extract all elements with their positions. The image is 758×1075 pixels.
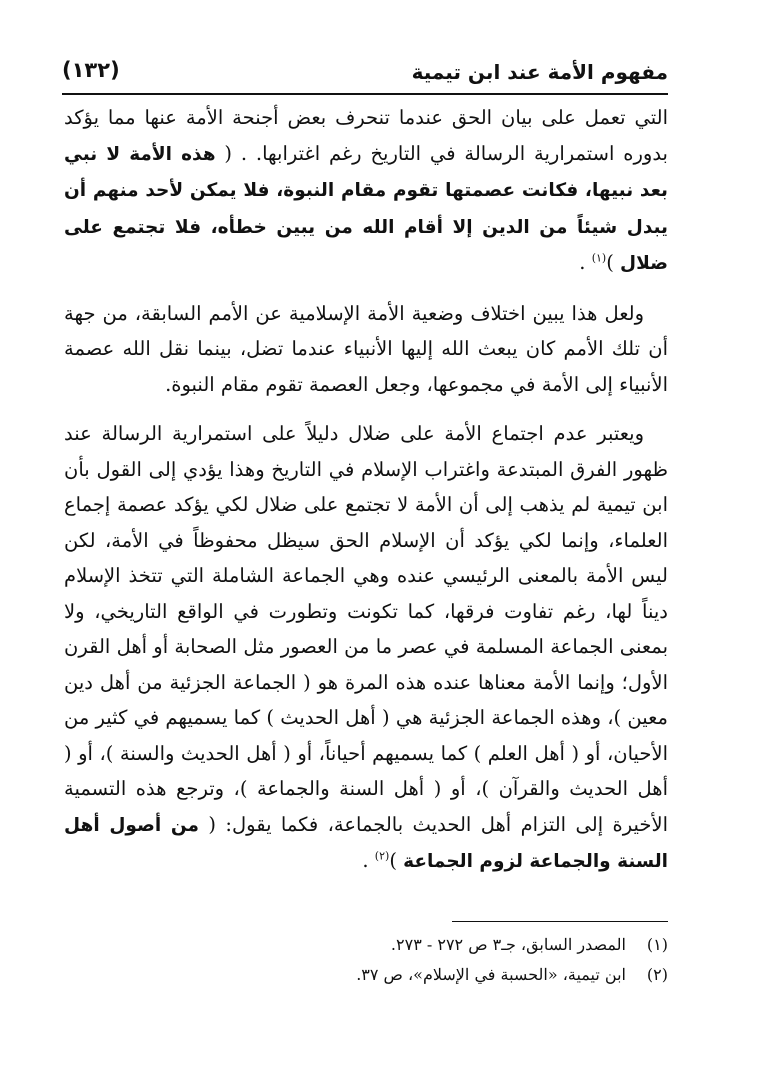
quote-close: ): [606, 251, 621, 274]
quoted-bold-text: من أصول أهل السنة والجماعة لزوم الجماعة: [64, 814, 668, 872]
footnotes: [64, 930, 668, 990]
footnote-text: ابن تيمية، «الحسبة في الإسلام»، ص ٣٧.: [356, 965, 626, 984]
quoted-bold-text: هذه الأمة لا نبي بعد نبيها، فكانت عصمتها تقوم مقام النبوة، فلا يمكن لأحد منهم أن يبدل شيئاً من الدين إلا أقام الله من يبين خطأه، فلا تجتمع على ضلال: [64, 143, 668, 274]
sentence-end: .: [362, 849, 375, 872]
page-number: (١٣٢): [62, 58, 120, 82]
paragraph-1: [64, 100, 668, 282]
paragraph-2-text: ولعل هذا يبين اختلاف وضعية الأمة الإسلامية عن الأمم السابقة، من جهة أن تلك الأمم كان يبعث الله إليها الأنبياء عندما تضل، بينما نقل الله عصمة الأنبياء إلى الأمة في مجموعها، وجعل العصمة تقوم مقام النبوة.: [64, 301, 668, 396]
footnote-2: [64, 960, 668, 990]
paragraph-1-intro: التي تعمل على بيان الحق عندما تنحرف بعض أجنحة الأمة عنها مما يؤكد بدوره استمرارية الرسالة في التاريخ رغم اغترابها. . (: [64, 106, 668, 165]
paragraph-3: [64, 416, 668, 880]
footnote-ref-2: (٢): [374, 849, 390, 863]
body-text: [64, 100, 668, 880]
footnote-1: [64, 930, 668, 960]
footnote-number: (١): [646, 935, 668, 954]
footnote-number: (٢): [646, 965, 668, 984]
sentence-end: .: [579, 251, 592, 274]
header-rule: [62, 93, 668, 95]
quote-close: ): [389, 849, 404, 872]
footnote-text: المصدر السابق، جـ٣ ص ٢٧٢ - ٢٧٣.: [390, 935, 626, 954]
paragraph-3-text: ويعتبر عدم اجتماع الأمة على ضلال دليلاً على استمرارية الرسالة عند ظهور الفرق المبتدعة واغتراب الإسلام في التاريخ وهذا يؤدي إلى القول بأن ابن تيمية لم يذهب إلى أن الأمة لا تجتمع على ضلال لكي يؤكد عصمة إجماع العلماء، وإنما لكي يؤكد أن الإسلام الحق سيظل محفوظاً في الأمة، لكن ليس الأمة بالمعنى الرئيسي عنده وهي الجماعة الشاملة التي تتخذ الإسلام ديناً لها، رغم تفاوت فرقها، كما تكونت وتطورت في الواقع التاريخي، ولا بمعنى الجماعة المسلمة في عصر ما من العصور مثل الصحابة أو أهل القرن الأول؛ وإنما الأمة معناها عنده هذه المرة هو ( الجماعة الجزئية من أهل دين معين )، وهذه الجماعة الجزئية هي ( أهل الحديث ) كما يسميهم في كثير من الأحيان، أو ( أهل العلم ) كما يسميهم أحياناً، أو ( أهل الحديث والسنة )، أو ( أهل الحديث والقرآن )، أو ( أهل السنة والجماعة )، وترجع هذه التسمية الأخيرة إلى التزام أهل الحديث بالجماعة، فكما يقول: (: [64, 422, 668, 836]
paragraph-2: [64, 296, 668, 403]
running-header: [62, 56, 668, 90]
footnote-ref-1: (١): [591, 251, 607, 265]
footnote-rule: [452, 921, 668, 922]
running-title: مفهوم الأمة عند ابن تيمية: [411, 60, 668, 84]
